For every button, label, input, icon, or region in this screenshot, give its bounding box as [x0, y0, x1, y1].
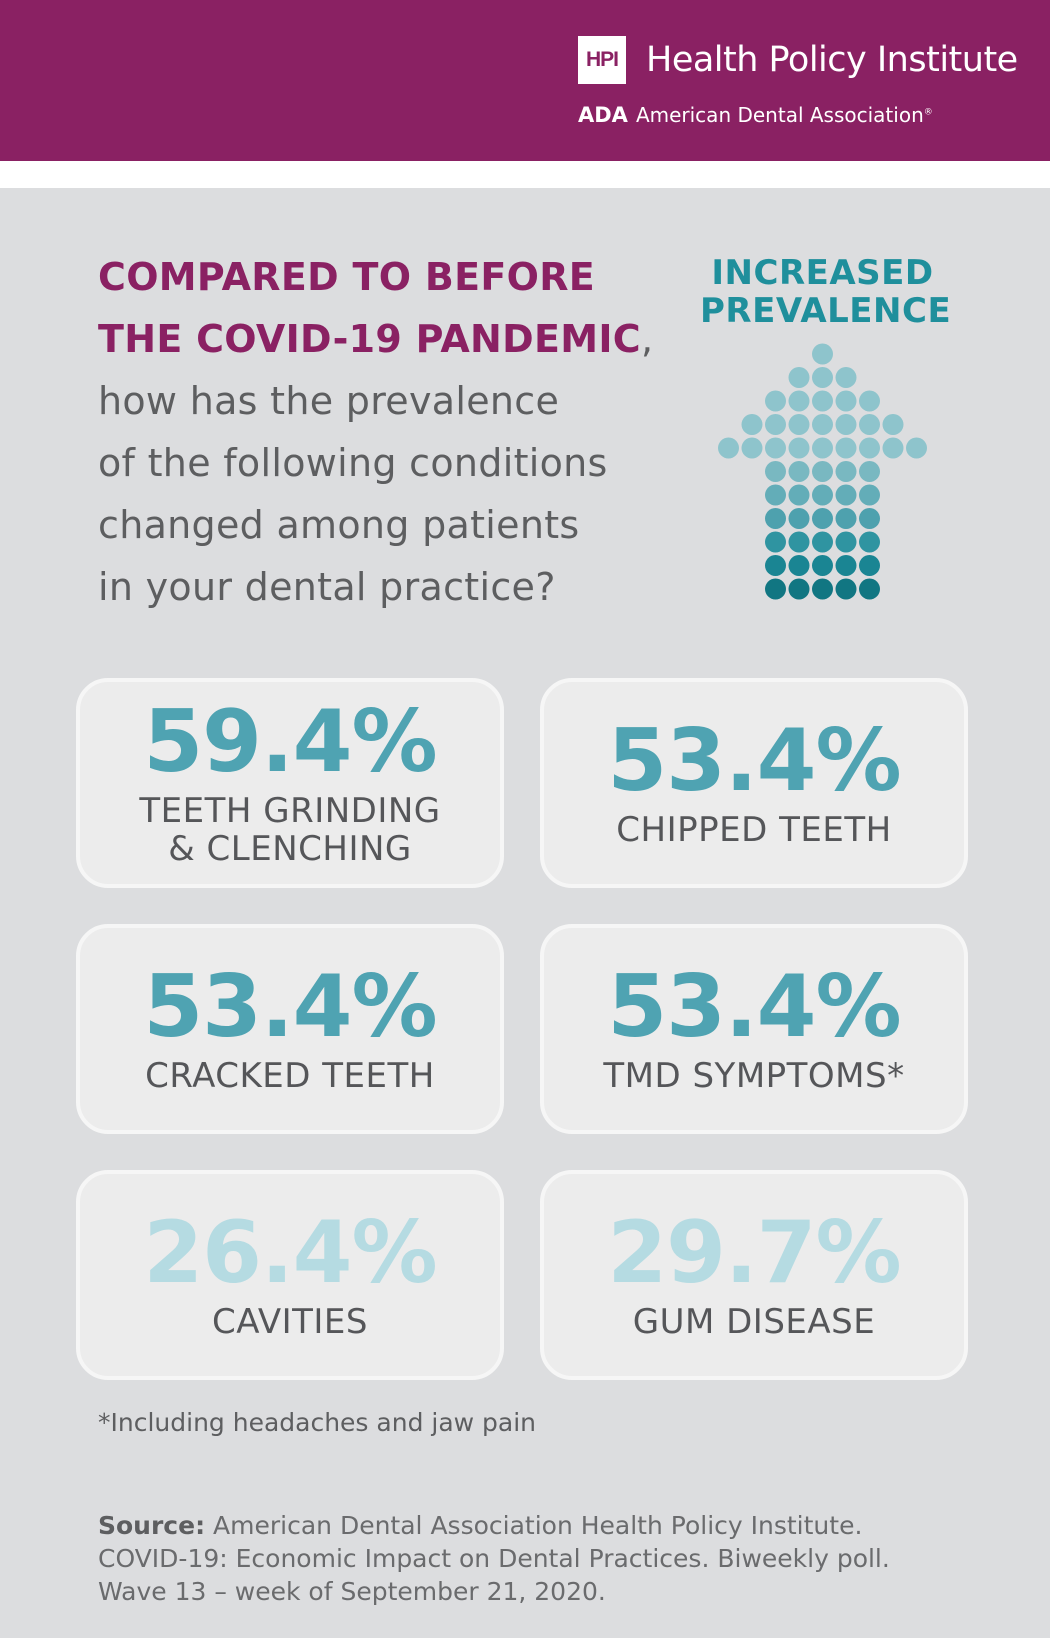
stat-card-cavities [76, 1170, 504, 1380]
arrow-dot [812, 461, 833, 482]
increased-prevalence-label [700, 253, 952, 331]
association-name: American Dental Association [635, 103, 924, 127]
arrow-dot [789, 414, 810, 435]
arrow-dot [859, 579, 880, 600]
stat-label: CAVITIES [212, 1302, 368, 1342]
stat-label: TEETH GRINDING & CLENCHING [139, 791, 441, 869]
stat-label: CRACKED TEETH [145, 1056, 435, 1096]
arrow-dot [906, 438, 927, 459]
stat-card-tmd-symptoms [540, 924, 968, 1134]
stat-label: CHIPPED TEETH [616, 810, 892, 850]
question-body-line: changed among patients [98, 503, 580, 547]
increased-label-line-1: INCREASED [711, 253, 934, 293]
arrow-dot [883, 414, 904, 435]
arrow-dot [812, 367, 833, 388]
arrow-dot [789, 391, 810, 412]
arrow-dot [836, 579, 857, 600]
arrow-dot [742, 414, 763, 435]
arrow-dot [765, 461, 786, 482]
registered-mark: ® [923, 107, 933, 118]
stat-value: 29.7% [607, 1203, 901, 1303]
arrow-dot [836, 414, 857, 435]
institute-name: Health Policy Institute [646, 40, 1018, 80]
source-line-2: COVID-19: Economic Impact on Dental Practices. Biweekly poll. [98, 1544, 890, 1573]
header-banner [0, 0, 1050, 161]
question-accent-line-2: THE COVID-19 PANDEMIC [98, 317, 641, 361]
question-body-line: of the following conditions [98, 441, 608, 485]
arrow-dot [789, 438, 810, 459]
arrow-dot [836, 461, 857, 482]
arrow-dot [789, 508, 810, 529]
ada-attribution [578, 103, 933, 127]
source-citation [98, 1509, 890, 1608]
arrow-dot [812, 344, 833, 365]
arrow-dot [765, 438, 786, 459]
stat-card-chipped-teeth [540, 678, 968, 888]
stat-value: 59.4% [143, 692, 437, 792]
arrow-dot [789, 461, 810, 482]
arrow-dot [765, 414, 786, 435]
arrow-dot [812, 414, 833, 435]
arrow-dot [812, 508, 833, 529]
arrow-dot [859, 461, 880, 482]
arrow-dot [836, 508, 857, 529]
arrow-dot [742, 438, 763, 459]
arrow-dot [859, 485, 880, 506]
hpi-logo [578, 36, 1018, 84]
question-body-line: how has the prevalence [98, 379, 560, 423]
arrow-dot [789, 532, 810, 553]
stat-card-cracked-teeth [76, 924, 504, 1134]
arrow-dot [789, 579, 810, 600]
question-body-line: in your dental practice? [98, 565, 556, 609]
arrow-dot [765, 391, 786, 412]
arrow-dot [812, 579, 833, 600]
arrow-dot [765, 579, 786, 600]
ada-abbr: ADA [578, 103, 628, 127]
arrow-dot [859, 391, 880, 412]
arrow-dot [859, 508, 880, 529]
stat-label: GUM DISEASE [632, 1302, 876, 1342]
survey-question [98, 246, 678, 618]
arrow-dot [836, 367, 857, 388]
arrow-dot [836, 532, 857, 553]
footnote: *Including headaches and jaw pain [98, 1408, 537, 1437]
arrow-dot [836, 555, 857, 576]
stat-label: TMD SYMPTOMS* [603, 1056, 905, 1096]
arrow-dot [812, 555, 833, 576]
question-accent-line-1: COMPARED TO BEFORE [98, 255, 596, 299]
arrow-dot [859, 438, 880, 459]
arrow-dot [718, 438, 739, 459]
arrow-dot [789, 367, 810, 388]
up-arrow-dots-icon [700, 330, 945, 610]
arrow-dot [765, 532, 786, 553]
hpi-logo-mark: HPI [578, 36, 626, 84]
increased-label-line-2: PREVALENCE [700, 291, 952, 331]
arrow-dot [812, 391, 833, 412]
stat-value: 53.4% [143, 957, 437, 1057]
arrow-dot [765, 485, 786, 506]
stat-value: 53.4% [607, 711, 901, 811]
arrow-dot [789, 485, 810, 506]
arrow-dot [859, 555, 880, 576]
arrow-dot [812, 485, 833, 506]
arrow-dot [836, 391, 857, 412]
source-line-1: American Dental Association Health Policy Institute. [205, 1511, 863, 1540]
source-line-3: Wave 13 – week of September 21, 2020. [98, 1577, 606, 1606]
source-label: Source: [98, 1511, 206, 1540]
stat-card-gum-disease [540, 1170, 968, 1380]
question-comma: , [640, 317, 654, 361]
stat-value: 53.4% [607, 957, 901, 1057]
arrow-dot [859, 414, 880, 435]
arrow-dot [812, 438, 833, 459]
arrow-dot [765, 508, 786, 529]
stat-card-teeth-grinding [76, 678, 504, 888]
arrow-dot [789, 555, 810, 576]
arrow-dot [836, 438, 857, 459]
arrow-dot [812, 532, 833, 553]
arrow-dot [859, 532, 880, 553]
arrow-dot [836, 485, 857, 506]
arrow-dot [765, 555, 786, 576]
arrow-dot [883, 438, 904, 459]
stat-value: 26.4% [143, 1203, 437, 1303]
